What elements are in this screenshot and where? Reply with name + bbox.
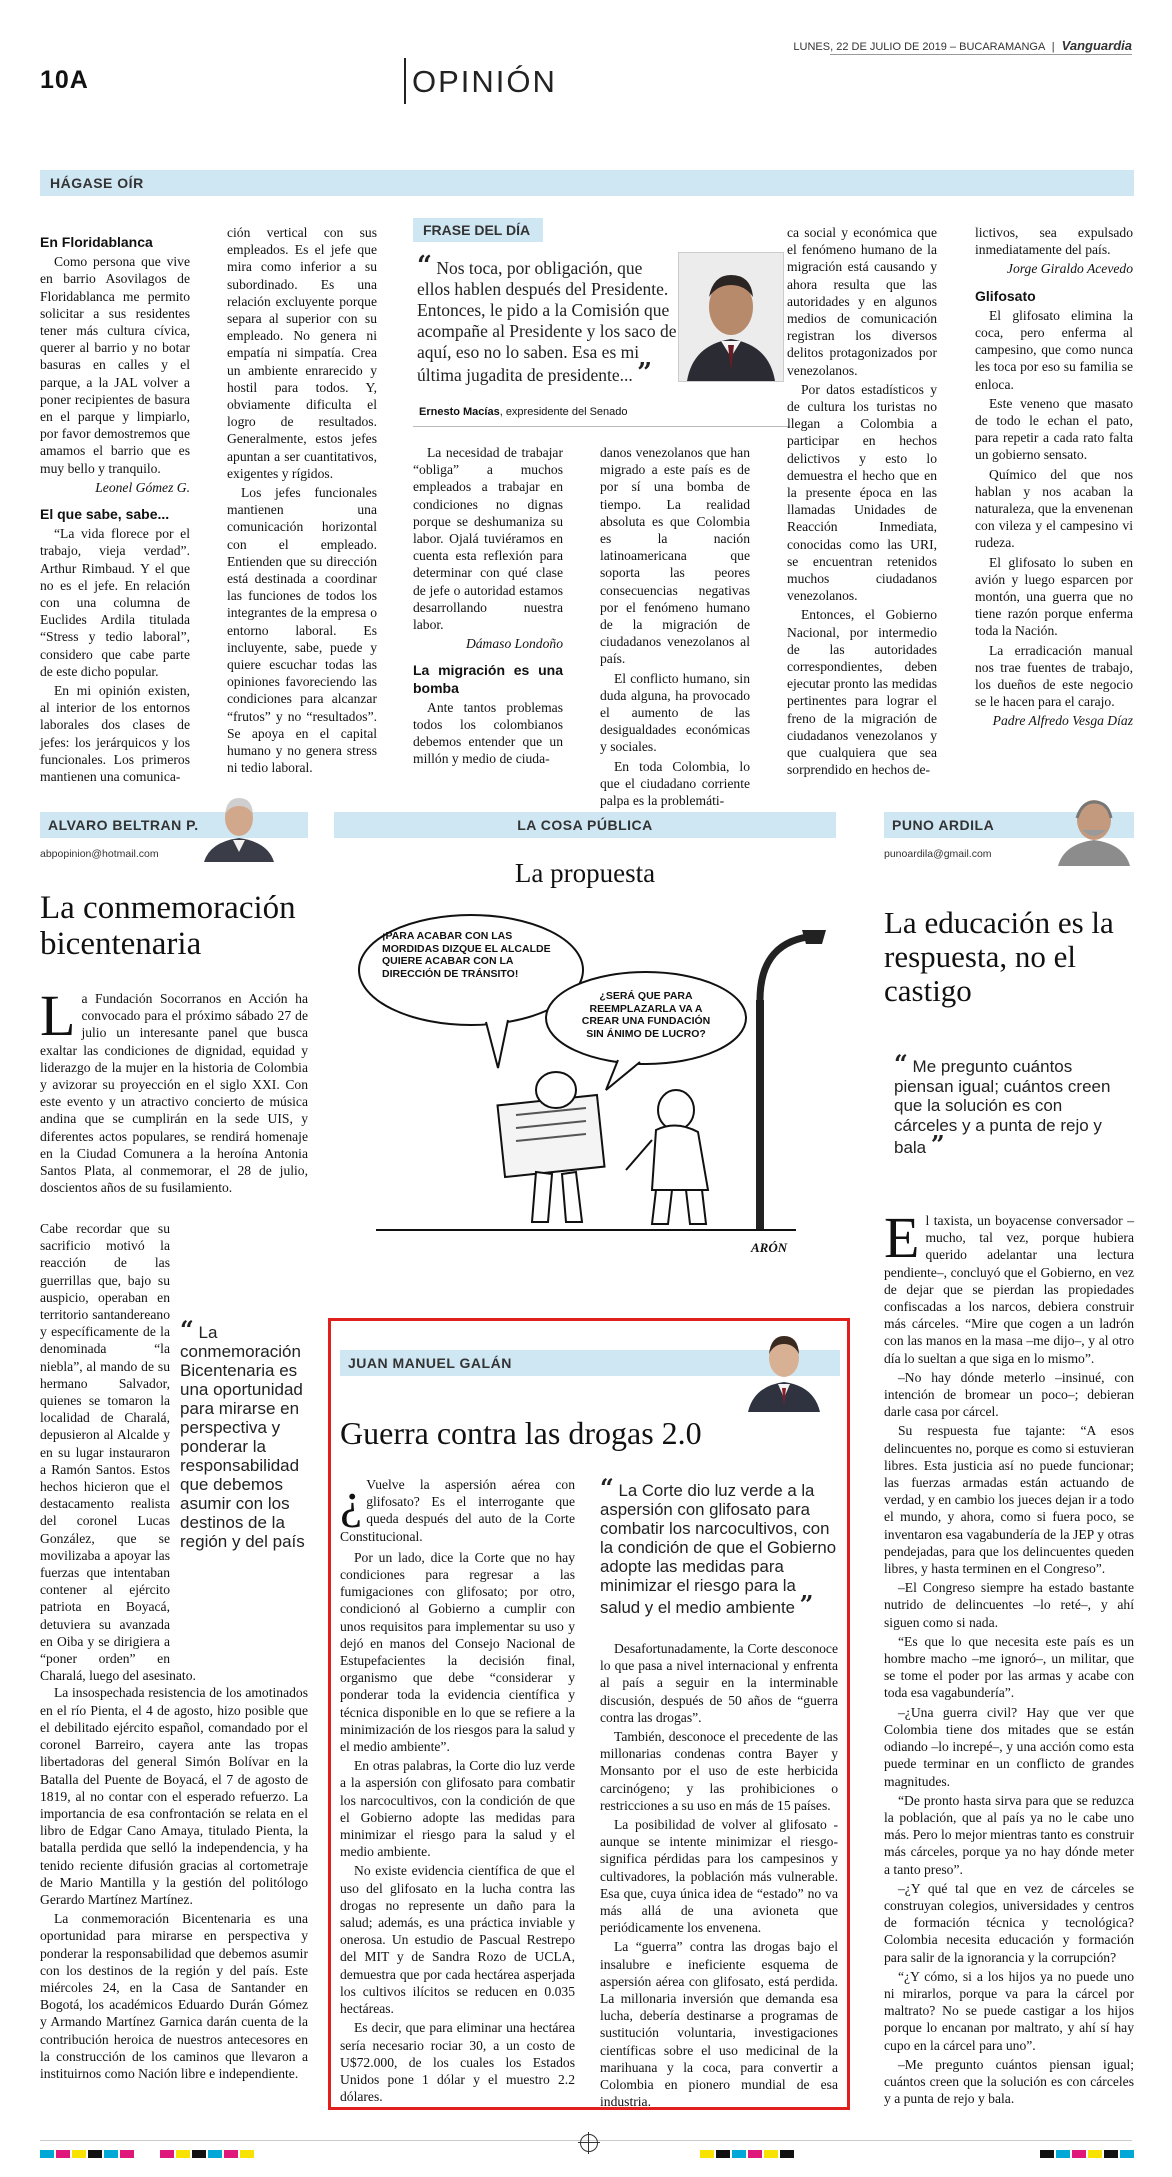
- color-bar-swatch: [176, 2150, 190, 2158]
- frase-author: Ernesto Macías: [419, 406, 500, 418]
- beltran-lead-text: a Fundación Socorranos en Acción ha convocado para el próximo sábado 27 de julio un interesante panel que busca exaltar las condiciones de dignidad, equidad y liderazgo de la mujer en la historia de Colombia y avizorar su proyección en el siglo XXI. Con este evento y un atractivo concierto de música andina que se cumplirán en la sede UIS, y diferentes actos populares, se rendirá homenaje en la Ciudad Comunera a la heroína Antonia Santos Plata, al conmemorar, el 28 de julio, doscientos años de su fusilamiento.: [40, 991, 308, 1196]
- letter-signature: Dámaso Londoño: [465, 636, 563, 652]
- galan-paragraph: No existe evidencia científica de que el uso del glifosato en la lucha contra las drogas no represente un daño para la salud; además, es una práctica inviable y onerosa. Un estudio de Pascual Restrepo del MIT y de Sandra Rozo de UCLA, demuestra que por cada hectárea asperjada los cultivos ilícitos se reducen en 0.035 hectáreas.: [340, 1863, 575, 2017]
- color-bar-swatch: [40, 2150, 54, 2158]
- cartoon-title: La propuesta: [514, 858, 656, 888]
- galan-col-1-paras: [340, 1549, 575, 2106]
- galan-lead-text: Vuelve la aspersión aérea con glifosato? Es el interrogante que queda después del auto de la Corte Constitucional.: [340, 1477, 575, 1544]
- ardila-paragraph: –El Congreso siempre ha estado bastante nutrido de delincuentes –lo reté–, y ahí siguen como si nada.: [884, 1580, 1134, 1630]
- letter-paragraph: danos venezolanos que han migrado a este país es de por sí una bomba de tiempo. La realidad absoluta es que Colombia es la nación latinoamericana que soporta las peores consecuencias negativas por el fenómeno humano de la migración de ciudadanos venezolanos al país.: [600, 445, 750, 667]
- ardila-paragraph: –No hay dónde meterlo –insinué, con intención de bromear un poco–; debieran darle casa por cárcel.: [884, 1369, 1134, 1420]
- beltran-pullquote: [180, 1315, 308, 1650]
- ardila-paragraph: Su respuesta fue tajante: “A esos delincuentes no, porque es como si estuvieran libres. Esta justicia así no puede funcionar; las fuerzas armadas están actuando de verdad, y en cambio los jueces dejan ir a todo el mundo, y ahora, como si fuera poco, se inventaron esa vagabundería de la JEP y otras pendejadas, para que los delincuentes queden libres, y hasta terminen en el Congreso”.: [884, 1423, 1134, 1577]
- ardila-email[interactable]: punoardila@gmail.com: [884, 848, 992, 860]
- letter-paragraph: El glifosato lo suben en avión y luego esparcen por montón, una guerra que no tiene razón porque enferma toda la Nación.: [975, 554, 1133, 639]
- color-bar-swatch: [1104, 2150, 1118, 2158]
- letter-paragraph: La erradicación manual nos trae fuentes de trabajo, los dueños de este negocio se le hacen para el carajo.: [975, 642, 1133, 710]
- galan-pullquote-text: La Corte dio luz verde a la aspersión con glifosato para combatir los narcocultivos, con la condición de que el Gobierno adopte las medidas para minimizar el riesgo para la salud y el medio ambiente: [600, 1481, 837, 1617]
- color-bar-swatch: [240, 2150, 254, 2158]
- macias-photo: [678, 252, 784, 382]
- letter-paragraph: Los jefes funcionales mantienen una comunicación horizontal con el empleado. Entienden que su dirección está destinada a coordinar las funciones de todos los integrantes de la empresa o entorno laboral. Es incluyente, sabe, puede y quiere escuchar todas las opiniones favoreciendo las condiciones para alcanzar “frutos” y no “resultados”. Se apoya en el capital humano y no genera stress ni tedio laboral.: [227, 485, 377, 776]
- page-number: 10A: [40, 66, 89, 94]
- letter-signature: Jorge Giraldo Acevedo: [1006, 261, 1133, 277]
- letter-paragraph: Como persona que vive en barrio Asovilagos de Floridablanca me permito solicitar a sus residentes tener más cultura cívica, querer al barrio y no botar basuras en calles y el parque, a la JAL volver a poner recipientes de basura en el parque y limpiarlo, por favor demostremos que amamos el barrio que es muy bello y tranquilo.: [40, 254, 190, 476]
- letter-paragraph: La necesidad de trabajar “obliga” a muchos empleados a trabajar en condiciones no dignas porque se deshumaniza su labor. Ojalá tuviéramos en cuenta esta reflexión para determinar con qué clase de jefe o autoridad estamos desarrollando nuestra labor.: [413, 445, 563, 633]
- hagase-oir-band: [40, 170, 1134, 196]
- cosa-publica-band: [334, 812, 836, 838]
- beltran-pullquote-text: La conmemoración Bicentenaria es una oportunidad para mirarse en perspectiva y ponderar la responsabilidad que debemos asumir con los destinos de la región y del país: [180, 1323, 305, 1551]
- ardila-paragraph: “Es que lo que necesita este país es un hombre macho –me ignoró–, un militar, que se tome el poder por las armas y acabe con toda esa vagabundería”.: [884, 1633, 1134, 1701]
- letter-paragraph: En toda Colombia, lo que el ciudadano corriente palpa es la problemáti-: [600, 758, 750, 809]
- brand-logo: Vanguardia: [1061, 38, 1132, 53]
- close-quote-icon: ”: [637, 358, 653, 388]
- galan-paragraph: En otras palabras, la Corte dio luz verde a la aspersión con glifosato para combatir los narcocultivos, con la condición de que el Gobierno adopte las medidas para minimizar el riesgo para la salud y el medio ambiente.: [340, 1758, 575, 1860]
- ardila-pullquote-text: Me pregunto cuántos piensan igual; cuántos creen que la solución es con cárceles y a punta de rejo y bala: [894, 1057, 1111, 1157]
- dateline-rule: [830, 54, 1132, 55]
- galan-open-quote-icon: “: [600, 1473, 614, 1502]
- color-bar-swatch: [192, 2150, 206, 2158]
- galan-photo: [742, 1326, 826, 1412]
- letters-col-1: [40, 224, 190, 784]
- color-bar-swatch: [104, 2150, 118, 2158]
- ardila-close-quote-icon: ”: [930, 1130, 945, 1159]
- ardila-paragraph: “De pronto hasta sirva para que se reduzca la población, que al país ya no le cabe uno más. Pero lo mejor mientras tanto es construir más cárceles, porque ya no hay dónde meter a tanto preso”.: [884, 1792, 1134, 1877]
- section-title: OPINIÓN: [412, 64, 557, 99]
- galan-paragraph: La posibilidad de volver al glifosato -aunque se intente minimizar el riesgo- significa pérdidas para los campesinos y cultivadores, la población más vulnerable. Esa que, cuya única idea de “estado” no va más allá de una avioneta que periódicamente los envenena.: [600, 1817, 838, 1936]
- ardila-dropcap: E: [884, 1205, 920, 1270]
- beltran-dropcap: L: [40, 983, 76, 1048]
- cartoon-bubble-2: ¿SERÁ QUE PARA REEMPLAZARLA VA A CREAR UNA FUNDACIÓN SIN ÁNIMO DE LUCRO?: [581, 990, 711, 1040]
- letter-paragraph: ción vertical con sus empleados. Es el jefe que mira como inferior a su subordinado. Es una relación excluyente porque separa al superior con su empleado. No genera ni empatía ni simpatía. Crea un ambiente enrarecido y hostil para todos. Y, obviamente dificulta el logro de resultados. Generalmente, estos jefes apuntan a ser cuantitativos, exigentes y rígidos.: [227, 225, 377, 481]
- beltran-email[interactable]: abpopinion@hotmail.com: [40, 848, 159, 860]
- letters-col-3: [413, 444, 563, 784]
- beltran-author: ALVARO BELTRAN P.: [48, 817, 199, 833]
- letter-paragraph: Ante tantos problemas todos los colombianos debemos entender que un millón y medio de ciuda-: [413, 699, 563, 767]
- galan-paragraph: Por un lado, dice la Corte que no hay condiciones para regresar a las fumigaciones con glifosato; por otro, condicionó al Gobierno a cumplir con unos requisitos para implementar su uso y dejó en manos del Consejo Nacional de Estupefacientes la decisión final, organismo que debe “considerar y ponderar toda la evidencia científica y técnica disponible en lo que se refiere a la minimización de los riesgos para la salud y el medio ambiente”.: [340, 1549, 575, 1755]
- color-bar-swatch: [700, 2150, 714, 2158]
- letter-paragraph: Entonces, el Gobierno Nacional, por intermedio de las autoridades correspondientes, deben ejecutar pronto las medidas pertinentes para lograr el freno de la migración de ciudadanos venezolanos y que cualquiera que sea sorprendido en hechos de-: [787, 607, 937, 778]
- color-bar-swatch: [1056, 2150, 1070, 2158]
- open-quote-icon: “: [417, 251, 432, 281]
- dateline-separator: |: [1051, 41, 1055, 53]
- letter-paragraph: El conflicto humano, sin duda alguna, ha provocado el aumento de las desigualdades económicas y sociales.: [600, 670, 750, 755]
- color-bar-swatch: [716, 2150, 730, 2158]
- letter-paragraph: ca social y económica que el fenómeno humano de la migración está causando y ahora resulta que las autoridades y en algunos medios de comunicación registran los diversos delitos protagonizados por venezolanos.: [787, 225, 937, 378]
- galan-paragraph: La “guerra” contra las drogas bajo el insalubre e ineficiente esquema de aspersión aérea con glifosato, está perdida. La millonaria inversión que demanda esa lucha, debería destinarse a programas de sustitución voluntaria, investigaciones científicas sobre el uso medicinal de la marihuana y la coca, para convertir a Colombia en pionero mundial de esa industria.: [600, 1939, 838, 2110]
- galan-pullquote: [600, 1473, 838, 1619]
- color-bar-swatch: [224, 2150, 238, 2158]
- color-bar-swatch: [56, 2150, 70, 2158]
- beltran-paras: [40, 1684, 308, 2082]
- letters-col-2: [227, 224, 377, 784]
- galan-title: Guerra contra las drogas 2.0: [340, 1415, 702, 1451]
- color-bar-swatch: [208, 2150, 222, 2158]
- galan-paragraph: Desafortunadamente, la Corte desconoce lo que pasa a nivel internacional y enfrenta al país a seguir en la interminable discusión, después de 50 años de “guerra contra las drogas”.: [600, 1641, 838, 1725]
- color-bar-swatch: [1088, 2150, 1102, 2158]
- galan-close-quote-icon: ”: [799, 1590, 814, 1619]
- galan-paragraph: Es decir, que para eliminar una hectárea sería necesario rociar 30, a un costo de U$72.000, de los cuales los Estados Unidos pone 1 dólar y el muestro 2.2 dólares.: [340, 2020, 575, 2105]
- ardila-paragraph: –Me pregunto cuántos piensan igual; cuántos creen que la solución es con cárceles y a punta de rejo y bala.: [884, 2056, 1134, 2107]
- galan-col-2: [600, 1640, 838, 2112]
- color-bar-swatch: [1120, 2150, 1134, 2158]
- frase-rule: [413, 426, 790, 427]
- cartoon-signature: ARÓN: [751, 1240, 788, 1255]
- color-bar-swatch: [764, 2150, 778, 2158]
- beltran-photo: [200, 790, 278, 862]
- beltran-open-quote-icon: “: [180, 1315, 194, 1344]
- beltran-lead: [40, 983, 308, 1196]
- ardila-paragraph: “¿Y cómo, si a los hijos ya no puede uno ni mirarlos, porque va para la cárcel por maltrato? No se puede castigar a los hijos porque lo encanan por maltrato, y ahí sí hay cupo en la cárcel para uno”.: [884, 1968, 1134, 2053]
- color-bar-swatch: [120, 2150, 134, 2158]
- letter-paragraph: Este veneno que masato de todo le echan el pato, para repetir a cada rato falta un gobierno sensato.: [975, 395, 1133, 463]
- galan-author: JUAN MANUEL GALÁN: [348, 1355, 512, 1371]
- letter-paragraph: “La vida florece por el trabajo, vieja verdad”. Arthur Rimbaud. Y el que no es el jefe. En relación con una columna de Euclides Ardila titulada “Stress y tedio laboral”, considero que cabe parte de este dicho popular.: [40, 526, 190, 679]
- color-bar-swatch: [1040, 2150, 1054, 2158]
- letter-signature: Padre Alfredo Vesga Díaz: [992, 713, 1133, 729]
- ardila-title: La educación es la respuesta, no el castigo: [884, 905, 1114, 1008]
- header-divider: [404, 58, 406, 104]
- color-bar-swatch: [748, 2150, 762, 2158]
- letter-paragraph: El glifosato elimina la coca, pero enferma al campesino, que como nunca les toca por eso su familia se enloca.: [975, 307, 1133, 392]
- dateline-text: LUNES, 22 DE JULIO DE 2019 – BUCARAMANGA: [793, 41, 1045, 53]
- registration-mark-icon: [580, 2134, 598, 2152]
- cartoon-bubble-1: ¡PARA ACABAR CON LAS MORDIDAS DIZQUE EL ALCALDE QUIERE ACABAR CON LA DIRECCIÓN DE TRÁNSITO!: [382, 930, 551, 980]
- beltran-narrow-text: Cabe recordar que su sacrificio motivó la reacción de las guerrillas que, bajo su auspicio, operaban en territorio santandereano y específicamente de la denominada “la niebla”, al mando de su hermano Salvador, quienes se tomaron la localidad de Charalá, depusieron al Alcalde y en su lugar instauraron a Ramón Santos. Estos hechos hicieron que el destacamento realista del coronel Lucas González, que se movilizaba a apoyar las fuerzas que intentaban contener al ejército patriota en Boyacá, detuviera su avanzada en Oiba y se dirigiera a “poner orden” en Charalá, luego del asesinato.: [40, 1221, 196, 1684]
- letter-heading: Glifosato: [975, 287, 1036, 304]
- color-bar-swatch: [72, 2150, 86, 2158]
- color-bar-swatch: [88, 2150, 102, 2158]
- frase-label: FRASE DEL DÍA: [423, 222, 531, 238]
- beltran-narrow-col: [40, 1220, 308, 2084]
- beltran-paragraph: La insospechada resistencia de los amotinados en el río Pienta, el 4 de agosto, hizo posible que el debilitado ejército español, comandado por el coronel Barreiro, cayera ante las tropas libertadoras del general Simón Bolívar en la Batalla del Puente de Boyacá, el 7 de agosto de 1819, al no contar con el esperado refuerzo. La importancia de esa confrontación se relata en el libro de Edgar Cano Amaya, titulado Pienta, la batalla perdida que selló la independencia, y ha tenido reciente difusión gracias al cortometraje de Mario Mantilla y la gestión del politólogo Gerardo Martínez Martínez.: [40, 1685, 308, 1907]
- galan-dropcap: ¿: [340, 1472, 363, 1528]
- letter-heading: En Floridablanca: [40, 234, 153, 250]
- ardila-photo: [1052, 790, 1136, 866]
- color-bar-swatch: [1072, 2150, 1086, 2158]
- ardila-lead-text: l taxista, un boyacense conversador –mucho, tal vez, porque hubiera querido adelantar una lectura pendiente–, concluyó que el Gobierno, en vez de dejar que se pierdan las propiedades confiscadas a los narcos, debiera construir más cárceles. “Mire que cogen a un ladrón con las manos en la masa –me dijo–, y al otro día lo sueltan a que siga en lo mismo”.: [884, 1213, 1134, 1366]
- letter-paragraph: Químico del que nos hablan y nos acaban la naturaleza, que la envenenan con vileza y el campesino vi rudeza.: [975, 466, 1133, 551]
- letter-heading: La migración es una bomba: [413, 662, 563, 696]
- letter-signature: Leonel Gómez G.: [95, 479, 190, 495]
- letters-col-5: [787, 224, 937, 784]
- frase-del-dia: [413, 218, 790, 428]
- beltran-paragraph: La conmemoración Bicentenaria es una oportunidad para mirarse en perspectiva y ponderar la responsabilidad que debemos asumir con los destinos de la región y del país. Este miércoles 24, en la Casa de Santander en Bogotá, los académicos Eduardo Durán Gómez y Armando Martínez Garnica darán cuenta de la contribución heroica de nuestros antecesores en la construcción de los caminos que llevaron a instituirnos como Nación libre e independiente.: [40, 1911, 308, 2081]
- ardila-pullquote: [894, 1049, 1128, 1159]
- frase-quote: [417, 251, 677, 388]
- ardila-open-quote-icon: “: [894, 1049, 908, 1078]
- color-bar-swatch: [732, 2150, 746, 2158]
- cosa-publica-label: LA COSA PÚBLICA: [517, 817, 653, 833]
- letters-col-4: [600, 444, 750, 809]
- frase-author-role: , expresidente del Senado: [499, 406, 628, 418]
- color-bar-swatch: [780, 2150, 794, 2158]
- cartoon: [356, 900, 826, 1270]
- galan-paragraph: También, desconoce el precedente de las millonarias condenas contra Bayer y Monsanto por el uso de este herbicida carcinógeno; y las prohibiciones o restricciones a su uso en más de 15 países.: [600, 1729, 838, 1813]
- letter-paragraph: lictivos, sea expulsado inmediatamente del país.: [975, 225, 1133, 258]
- ardila-author: PUNO ARDILA: [892, 817, 995, 833]
- ardila-paras: [884, 1369, 1134, 2108]
- letter-paragraph: En mi opinión existen, al interior de los entornos laborales dos clases de jefes: los jerárquicos y los funcionales. Los primeros mantienen una comunica-: [40, 683, 190, 785]
- ardila-paragraph: –¿Y qué tal que en vez de cárceles se construyan colegios, universidades y centros de formación técnica y tecnológica? Colombia necesita educación y formación para salir de la ignorancia y la corrupción?: [884, 1880, 1134, 1965]
- letter-paragraph: Por datos estadísticos y de cultura los turistas no llegan a Colombia a participar en hechos delictivos y esto lo demuestra el hecho que en la presente época en las llamadas Unidades de Reacción Inmediata, conocidas como las URI, se encuentran retenidos muchos ciudadanos venezolanos.: [787, 381, 937, 604]
- ardila-paragraph: –¿Una guerra civil? Hay que ver que Colombia tiene dos mitades que se están odiando –lo increpé–, y una acción como esta puede terminar en un conflicto de grandes magnitudes.: [884, 1704, 1134, 1789]
- color-bar-swatch: [160, 2150, 174, 2158]
- ardila-body: [884, 1205, 1134, 2109]
- dateline: [793, 38, 1132, 53]
- galan-col-1: [340, 1472, 575, 2107]
- frase-attribution: [419, 406, 628, 418]
- letter-heading: El que sabe, sabe...: [40, 506, 170, 523]
- letters-col-6: [975, 224, 1133, 784]
- beltran-title: La conmemoración bicentenaria: [40, 890, 296, 962]
- frase-text: Nos toca, por obligación, que ellos hablen después del Presidente. Entonces, le pido a la Comisión que acompañe al Presidente y los saco de aquí, eso no lo saben. Esa es mi última jugadita de presidente...: [417, 258, 677, 385]
- hagase-oir-label: HÁGASE OÍR: [50, 175, 144, 191]
